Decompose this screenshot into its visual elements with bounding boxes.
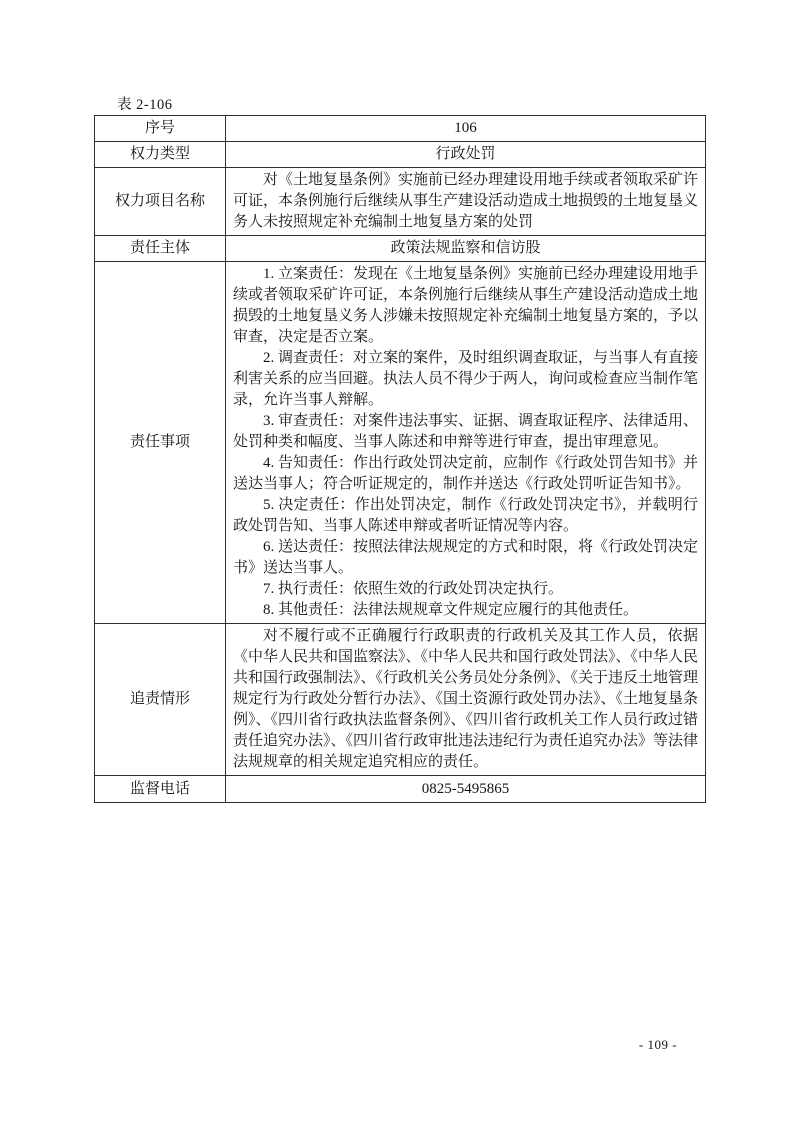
responsible-body-label: 责任主体 — [95, 236, 226, 262]
serial-number-value: 106 — [226, 116, 706, 142]
row-responsible-body — [95, 236, 706, 262]
power-type-label: 权力类型 — [95, 142, 226, 168]
power-item-name-text: 对《土地复垦条例》实施前已经办理建设用地手续或者领取采矿许可证，本条例施行后继续从事生产建设活动造成土地损毁的土地复垦义务人未按照规定补充编制土地复垦方案的处罚 — [233, 172, 699, 230]
responsibility-items-value — [226, 262, 706, 624]
power-item-name-value — [226, 168, 706, 236]
row-power-item-name — [95, 168, 706, 236]
accountability-situations-text: 对不履行或不正确履行行政职责的行政机关及其工作人员，依据《中华人民共和国监察法》、《中华人民共和国行政处罚法》、《中华人民共和国行政强制法》、《行政机关公务员处分条例》、《关于违反土地管理规定行为行政处分暂行办法》、《国土资源行政处罚办法》、《土地复垦条例》、《四川省行政执法监督条例》、《四川省行政机关工作人员行政过错责任追究办法》、《四川省行政审批违法违纪行为责任追究办法》等法律法规规章的相关规定追究相应的责任。 — [233, 628, 699, 770]
row-responsibility-items — [95, 262, 706, 624]
responsible-body-value: 政策法规监察和信访股 — [226, 236, 706, 262]
row-serial-number — [95, 116, 706, 142]
responsibility-item-paragraph: 1. 立案责任：发现在《土地复垦条例》实施前已经办理建设用地手续或者领取采矿许可证，本条例施行后继续从事生产建设活动造成土地损毁的土地复垦义务人涉嫌未按照规定补充编制土地复垦方案的，予以审查，决定是否立案。 — [233, 266, 699, 345]
responsibility-item-paragraph: 6. 送达责任：按照法律法规规定的方式和时限，将《行政处罚决定书》送达当事人。 — [233, 539, 699, 576]
responsibility-item-paragraph: 8. 其他责任：法律法规规章文件规定应履行的其他责任。 — [263, 602, 639, 618]
responsibility-item-paragraph: 2. 调查责任：对立案的案件，及时组织调查取证，与当事人有直接利害关系的应当回避。执法人员不得少于两人，询问或检查应当制作笔录，允许当事人辩解。 — [233, 350, 699, 408]
accountability-situations-label: 追责情形 — [95, 624, 226, 776]
supervision-phone-value: 0825-5495865 — [226, 776, 706, 803]
responsibility-item-paragraph: 5. 决定责任：作出处罚决定，制作《行政处罚决定书》，并载明行政处罚告知、当事人陈述申辩或者听证情况等内容。 — [233, 497, 698, 534]
responsibility-item-paragraph: 7. 执行责任：依照生效的行政处罚决定执行。 — [263, 581, 564, 597]
row-accountability-situations — [95, 624, 706, 776]
row-power-type — [95, 142, 706, 168]
responsibility-item-paragraph: 3. 审查责任：对案件违法事实、证据、调查取证程序、法律适用、处罚种类和幅度、当事人陈述和申辩等进行审查，提出审理意见。 — [233, 413, 699, 450]
power-item-table — [94, 115, 706, 803]
table-caption: 表 2-106 — [117, 97, 173, 113]
serial-number-label: 序号 — [95, 116, 226, 142]
power-type-value: 行政处罚 — [226, 142, 706, 168]
responsibility-item-paragraph: 4. 告知责任：作出行政处罚决定前，应制作《行政处罚告知书》并送达当事人；符合听证规定的，制作并送达《行政处罚听证告知书》。 — [233, 455, 699, 492]
responsibility-items-label: 责任事项 — [95, 262, 226, 624]
row-supervision-phone — [95, 776, 706, 803]
power-item-name-label: 权力项目名称 — [95, 168, 226, 236]
page-number: - 109 - — [638, 1037, 678, 1052]
accountability-situations-value — [226, 624, 706, 776]
supervision-phone-label: 监督电话 — [95, 776, 226, 803]
